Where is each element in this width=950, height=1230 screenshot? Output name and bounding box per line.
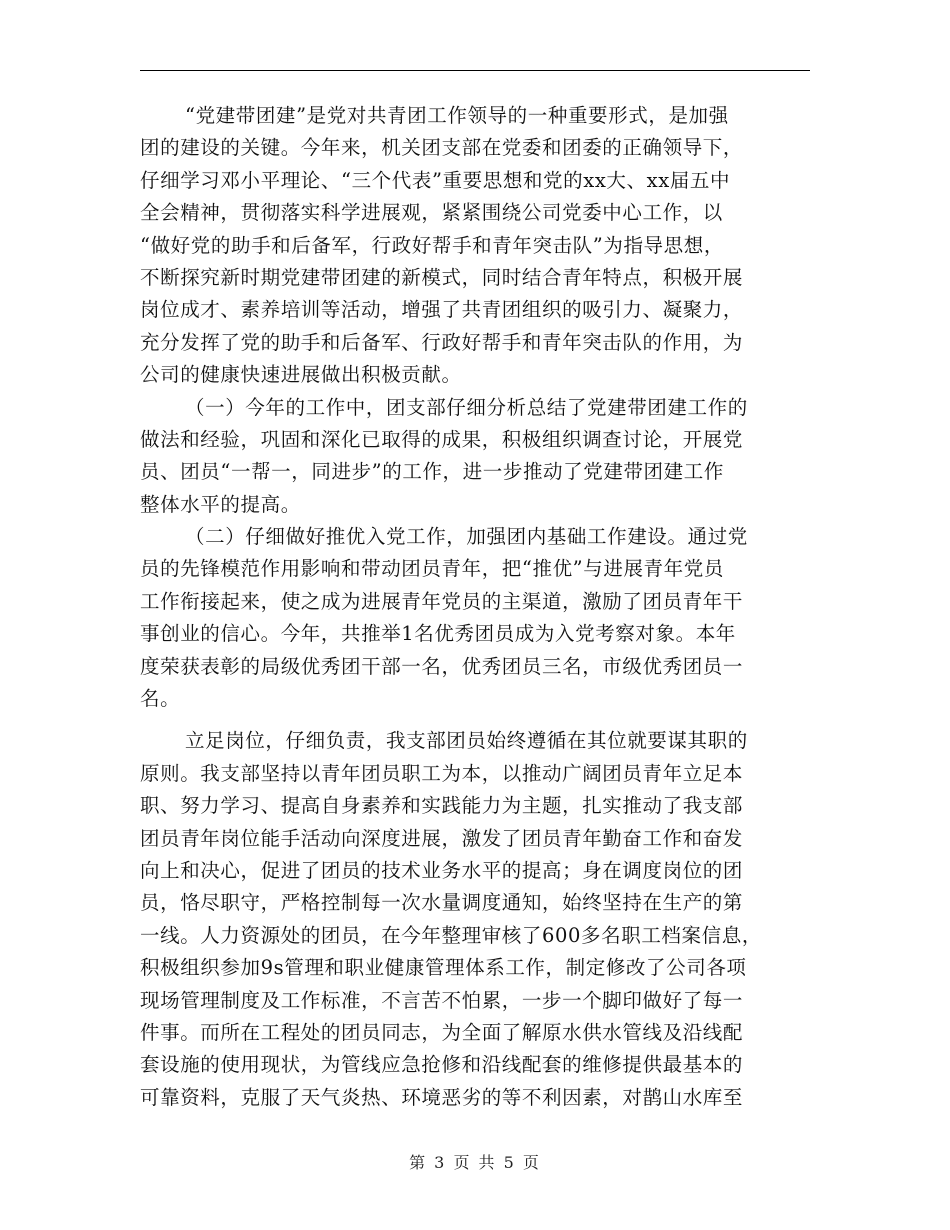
document-body — [140, 100, 810, 1114]
text-line: 套设施的使用现状，为管线应急抢修和沿线配套的维修提供最基本的 — [140, 1053, 744, 1077]
text-line: 仔细学习邓小平理论、“三个代表”重要思想和党的xx大、xx届五中 — [140, 168, 731, 192]
text-line: 团的建设的关键。今年来，机关团支部在党委和团委的正确领导下， — [140, 136, 744, 160]
text-line: 事创业的信心。今年，共推举1名优秀团员成为入党考察对象。本年 — [140, 622, 736, 646]
text-line: 向上和决心，促进了团员的技术业务水平的提高；身在调度岗位的团 — [140, 858, 744, 882]
text-line: “党建带团建”是党对共青团工作领导的一种重要形式，是加强 — [185, 104, 729, 127]
text-line: 度荣获表彰的局级优秀团干部一名，优秀团员三名，市级优秀团员一 — [140, 654, 744, 678]
text-line: 职、努力学习、提高自身素养和实践能力为主题，扎实推动了我支部 — [140, 794, 744, 818]
text-line: “做好党的助手和后备军，行政好帮手和青年突击队”为指导思想， — [140, 233, 724, 257]
text-line: 团员青年岗位能手活动向深度进展，激发了团员青年勤奋工作和奋发 — [140, 826, 744, 850]
text-line: 立足岗位，仔细负责，我支部团员始终遵循在其位就要谋其职的 — [185, 729, 748, 753]
header-rule — [140, 70, 810, 71]
text-line: 岗位成才、素养培训等活动，增强了共青团组织的吸引力、凝聚力， — [140, 298, 744, 322]
text-line: 名。 — [140, 687, 181, 711]
text-line: 员，恪尽职守，严格控制每一次水量调度通知，始终坚持在生产的第 — [140, 891, 744, 915]
text-line: 员的先锋模范作用影响和带动团员青年，把“推优”与进展青年党员 — [140, 557, 724, 581]
paragraph — [140, 521, 810, 715]
page-number-footer: 第 3 页 共 5 页 — [409, 1153, 541, 1172]
text-line: 一线。人力资源处的团员，在今年整理审核了600多名职工档案信息， — [140, 923, 762, 947]
paragraph — [140, 100, 810, 392]
text-line: 公司的健康快速进展做出积极贡献。 — [140, 363, 462, 387]
text-line: 件事。而所在工程处的团员同志，为全面了解原水供水管线及沿线配 — [140, 1020, 744, 1044]
text-line: 工作衔接起来，使之成为进展青年党员的主渠道，激励了团员青年干 — [140, 589, 744, 613]
paragraph — [140, 725, 810, 1114]
text-line: 可靠资料，克服了天气炎热、环境恶劣的等不利因素，对鹊山水库至 — [140, 1085, 744, 1109]
paragraph-gap — [140, 715, 810, 725]
text-line: 不断探究新时期党建带团建的新模式，同时结合青年特点，积极开展 — [140, 265, 744, 289]
text-line: （二）仔细做好推优入党工作，加强团内基础工作建设。通过党 — [185, 525, 748, 549]
text-line: 积极组织参加9s管理和职业健康管理体系工作，制定修改了公司各项 — [140, 956, 747, 980]
text-line: 整体水平的提高。 — [140, 492, 301, 516]
text-line: 原则。我支部坚持以青年团员职工为本，以推动广阔团员青年立足本 — [140, 761, 744, 785]
text-line: 做法和经验，巩固和深化已取得的成果，积极组织调查讨论，开展党 — [140, 427, 744, 451]
text-line: 全会精神，贯彻落实科学进展观，紧紧围绕公司党委中心工作，以 — [140, 201, 723, 225]
text-line: 现场管理制度及工作标准，不言苦不怕累，一步一个脚印做好了每一 — [140, 988, 744, 1012]
text-line: 员、团员“一帮一，同进步”的工作，进一步推动了党建带团建工作 — [140, 460, 724, 484]
paragraph — [140, 392, 810, 522]
text-line: （一）今年的工作中，团支部仔细分析总结了党建带团建工作的 — [185, 395, 748, 419]
text-line: 充分发挥了党的助手和后备军、行政好帮手和青年突击队的作用，为 — [140, 330, 744, 354]
